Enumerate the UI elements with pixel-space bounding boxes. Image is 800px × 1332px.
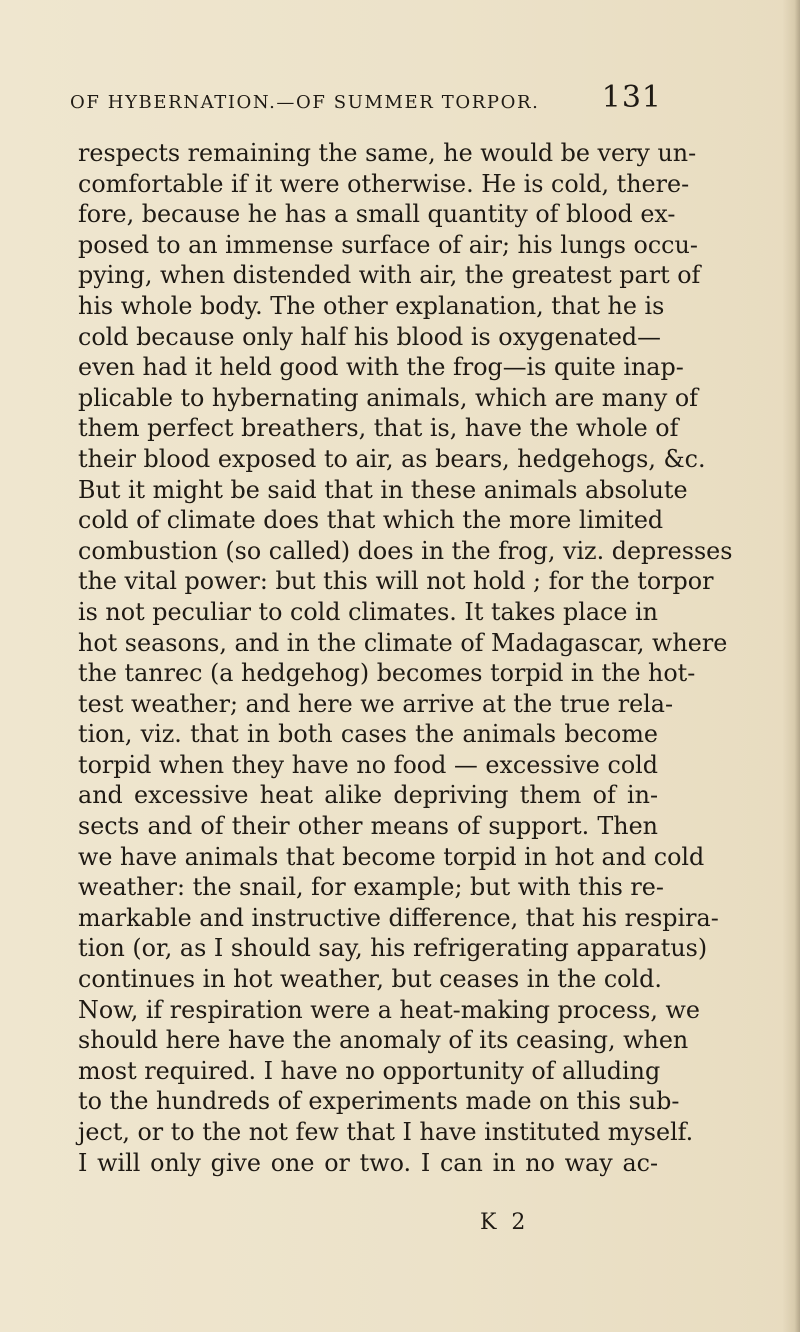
- text-line: is not peculiar to cold climates. It takes place in: [78, 597, 658, 626]
- page-edge-shadow: [782, 0, 800, 1332]
- text-line: weather: the snail, for example; but with this re-: [78, 873, 664, 902]
- text-line: the tanrec (a hedgehog) becomes torpid in the hot-: [78, 659, 696, 688]
- text-line: most required. I have no opportunity of alluding: [78, 1056, 661, 1085]
- text-line: torpid when they have no food — excessive cold: [78, 750, 658, 779]
- text-line: pying, when distended with air, the greatest part of: [78, 261, 701, 290]
- text-line: continues in hot weather, but ceases in the cold.: [78, 965, 662, 994]
- text-line: even had it held good with the frog—is quite inap-: [78, 353, 684, 382]
- text-line: respects remaining the same, he would be very un-: [78, 139, 697, 167]
- text-line: Now, if respiration were a heat-making process, we: [78, 995, 700, 1024]
- text-line: their blood exposed to air, as bears, hedgehogs, &c.: [78, 444, 706, 473]
- signature-mark: K 2: [480, 1210, 530, 1235]
- text-line: tion, viz. that in both cases the animals become: [78, 720, 658, 749]
- text-line: fore, because he has a small quantity of blood ex-: [78, 200, 676, 229]
- text-line: markable and instructive difference, that his respira-: [78, 903, 719, 932]
- text-line: But it might be said that in these animals absolute: [78, 475, 688, 504]
- text-line: plicable to hybernating animals, which are many of: [78, 383, 698, 412]
- text-line: tion (or, as I should say, his refrigerating apparatus): [78, 934, 708, 963]
- text-line: cold of climate does that which the more limited: [78, 506, 664, 535]
- text-line: sects and of their other means of support. Then: [78, 812, 658, 841]
- text-line: ject, or to the not few that I have instituted myself.: [78, 1118, 694, 1146]
- running-head: OF HYBERNATION.—OF SUMMER TORPOR.: [70, 92, 540, 113]
- text-line: I will only give one or two. I can in no way ac-: [78, 1148, 658, 1177]
- text-line: posed to an immense surface of air; his lungs occu-: [78, 230, 698, 259]
- text-line: and excessive heat alike depriving them of in-: [78, 781, 658, 810]
- page-number: 131: [601, 80, 662, 115]
- page-header: [70, 80, 670, 128]
- body-text: [78, 138, 733, 1178]
- text-line: them perfect breathers, that is, have the whole of: [78, 414, 679, 443]
- text-line: his whole body. The other explanation, that he is: [78, 291, 665, 320]
- text-line: test weather; and here we arrive at the true rela-: [78, 689, 674, 718]
- text-line: to the hundreds of experiments made on this sub-: [78, 1087, 680, 1116]
- text-line: combustion (so called) does in the frog, viz. depresses: [78, 536, 733, 565]
- text-line: comfortable if it were otherwise. He is cold, there-: [78, 169, 690, 198]
- text-line: the vital power: but this will not hold ; for the torpor: [78, 567, 714, 596]
- text-line: we have animals that become torpid in hot and cold: [78, 842, 705, 871]
- text-line: should here have the anomaly of its ceasing, when: [78, 1026, 689, 1055]
- text-line: hot seasons, and in the climate of Madagascar, where: [78, 628, 728, 657]
- text-line: cold because only half his blood is oxygenated—: [78, 322, 661, 351]
